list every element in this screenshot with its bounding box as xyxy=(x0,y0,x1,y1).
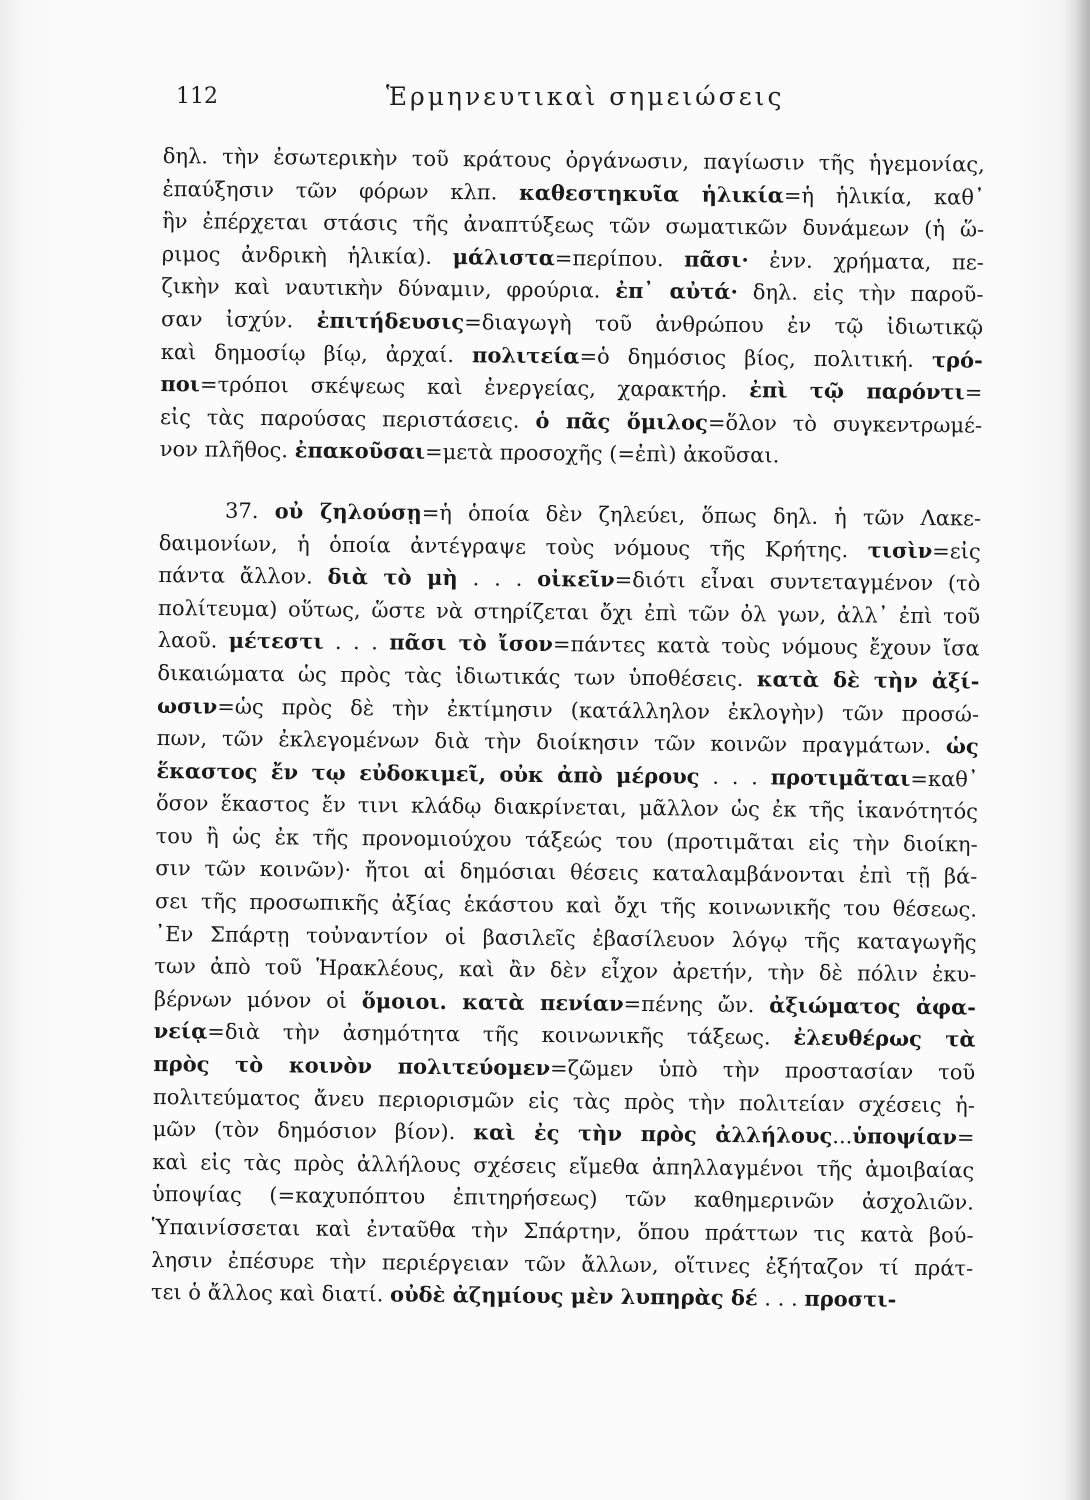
bold-lemma: οἰκεῖν xyxy=(537,566,615,592)
paragraph-notes-continued xyxy=(160,140,985,475)
gloss-text: ζικὴν καὶ ναυτικὴν δύναμιν, φρούρια. xyxy=(161,274,616,304)
gloss-text: . . . xyxy=(757,1286,805,1311)
gloss-text: = xyxy=(956,1125,975,1150)
bold-lemma: προτιμᾶται xyxy=(770,764,911,791)
gloss-text: δηλ. τὴν ἐσωτερικὴν τοῦ κράτους ὀργάνωσιν, παγίωσιν τῆς ἡγεμονίας, xyxy=(162,143,985,177)
body-text xyxy=(151,140,985,1317)
running-title: Ἑρμηνευτικαὶ σημειώσεις xyxy=(386,82,785,111)
gloss-text: ριμος ἀνδρικὴ ἡλικία). xyxy=(161,241,453,269)
bold-lemma: ὁ πᾶς ὅμιλος xyxy=(535,407,709,435)
gloss-text: πολίτευμα) οὕτως, ὥστε νὰ στηρίζεται ὄχι ἐπὶ τῶν ὀλ γων, ἀλλ᾽ ἐπὶ τοῦ xyxy=(157,595,981,629)
gloss-text: . . . xyxy=(323,630,390,655)
bold-lemma: τισὶν xyxy=(867,536,933,563)
bold-lemma: ὅμοιοι. κατὰ πενίαν xyxy=(361,987,624,1016)
gloss-text: νον πλῆθος. xyxy=(159,437,295,463)
gloss-text: =ὡς πρὸς δὲ τὴν ἐκτίμησιν (κατάλληλον ἐκλογὴν) τῶν προσώ- xyxy=(217,694,980,727)
gloss-text: εἰς τὰς παρούσας περιστάσεις. xyxy=(159,404,536,433)
bold-lemma: ἐλευθέρως τὰ xyxy=(793,1025,976,1052)
bold-lemma: μέτεστι xyxy=(228,628,324,655)
bold-lemma: ἀξιώματος ἀφα- xyxy=(769,992,977,1020)
bold-lemma: προστι- xyxy=(804,1285,897,1312)
gloss-text: ... xyxy=(832,1124,853,1149)
gloss-text: =ὅλον τὸ συγκεντρωμέ- xyxy=(707,410,983,438)
gloss-text: πων, τῶν ἐκλεγομένων διὰ τὴν διοίκησιν τῶν κοινῶν πραγμάτων. xyxy=(156,726,947,759)
bold-lemma: πολιτεία xyxy=(471,341,580,368)
gloss-text: . . . xyxy=(699,764,771,790)
gloss-text: καὶ δημοσίῳ βίῳ, ἀρχαί. xyxy=(160,339,473,367)
bold-lemma: οὐ ζηλούσῃ xyxy=(274,498,422,525)
bold-lemma: ἐπ᾽ αὐτά· xyxy=(615,278,738,305)
bold-lemma: καὶ ἐς τὴν πρὸς ἀλλήλους xyxy=(473,1119,833,1149)
paragraph-note-37 xyxy=(151,494,981,1317)
bold-lemma: ἐπὶ τῷ παρόντι xyxy=(749,377,965,405)
bold-lemma: καθεστηκυῖα ἡλικία xyxy=(518,179,785,208)
gloss-text: τει ὁ ἄλλος καὶ διατί. xyxy=(150,1280,391,1307)
gloss-text: των ἀπὸ τοῦ Ἡρακλέους, καὶ ἂν δὲν εἶχον ἀρετήν, τὴν δὲ πόλιν ἐκυ- xyxy=(154,954,977,987)
bold-lemma: διὰ τὸ μὴ xyxy=(327,563,458,591)
gloss-text: =περίπου. xyxy=(554,245,685,272)
gloss-text: =τρόποι σκέψεως καὶ ἐνεργείας, χαρακτήρ. xyxy=(199,372,750,403)
bold-lemma: οὐδὲ ἀζημίους μὲν λυπηρὰς δέ xyxy=(389,1281,758,1311)
page-edge-shadow xyxy=(1064,0,1090,1500)
gloss-text: πολιτεύματος ἄνευ περιορισμῶν εἰς τὰς πρὸς τὴν πολιτείαν σχέσεις ἡ- xyxy=(152,1084,976,1118)
bold-lemma: ἐπιτήδευσις xyxy=(316,307,465,335)
bold-lemma: κατὰ δὲ τὴν ἀξί- xyxy=(756,666,980,694)
gloss-text: =μετὰ προσοχῆς (=ἐπὶ) ἀκοῦσαι. xyxy=(424,440,780,468)
gloss-text: 37. xyxy=(224,498,275,524)
gloss-text: λησιν ἐπέσυρε τὴν περιέργειαν τῶν ἄλλων, οἵτινες ἐξήταζον τί πράτ- xyxy=(151,1247,974,1281)
gloss-text: =διαγωγὴ τοῦ ἀνθρώπου ἐν τῷ ἰδιωτικῷ xyxy=(464,310,984,340)
gloss-text: σαν ἰσχύν. xyxy=(161,306,317,333)
bold-lemma: ποι xyxy=(160,371,201,397)
gloss-text: Ὑπαινίσσεται καὶ ἐνταῦθα τὴν Σπάρτην, ὅπου πράττων τις κατὰ βού- xyxy=(151,1214,974,1248)
page-header xyxy=(176,80,996,120)
bold-lemma: πρὸς τὸ κοινὸν πολιτεύομεν xyxy=(153,1050,551,1081)
page-number: 112 xyxy=(176,84,218,109)
gloss-text: του ἢ ὡς ἐκ τῆς προνομιούχου τάξεώς του (προτιμᾶται εἰς τὴν διοίκη- xyxy=(155,823,978,857)
gloss-text: λαοῦ. xyxy=(157,628,229,654)
gloss-text: . . . xyxy=(457,566,538,592)
bold-lemma: ωσιν xyxy=(156,692,218,719)
gloss-text: δηλ. εἰς τὴν παροῦ- xyxy=(737,280,984,307)
bold-lemma: ὡς xyxy=(945,733,979,759)
gloss-text: =διότι εἶναι συντεταγμένον (τὸ xyxy=(614,567,981,596)
gloss-text: ἐπαύξησιν τῶν φόρων κλπ. xyxy=(162,176,520,205)
gloss-text: =ἡ ὁποία δὲν ζηλεύει, ὅπως δηλ. ἡ τῶν Λακε- xyxy=(421,500,982,531)
gloss-text: δαιμονίων, ἡ ὁποία ἀντέγραψε τοὺς νόμους τῆς Κρήτης. xyxy=(158,530,868,562)
bold-lemma: ὑποψίαν xyxy=(852,1123,958,1150)
gloss-text: ὑποψίας (=καχυπόπτου ἐπιτηρήσεως) τῶν καθημερινῶν ἀσχολιῶν. xyxy=(151,1182,975,1215)
gloss-text: βέρνων μόνον οἱ xyxy=(153,986,362,1013)
bold-lemma: ἐπακοῦσαι xyxy=(294,437,426,465)
gloss-text: σιν τῶν κοινῶν)· ἤτοι αἱ δημόσιαι θέσεις καταλαμβάνονται ἐπὶ τῇ βά- xyxy=(155,856,978,890)
gloss-text: =καθ᾽ xyxy=(910,766,979,792)
bold-lemma: τρό- xyxy=(931,346,983,373)
bold-lemma: ἕκαστος ἔν τῳ εὐδοκιμεῖ, οὐκ ἀπὸ μέρους xyxy=(156,757,700,789)
bold-lemma: πᾶσι· xyxy=(684,246,749,272)
gloss-text: =διὰ τὴν ἀσημότητα τῆς κοινωνικῆς τάξεως. xyxy=(207,1019,794,1051)
gloss-text: δικαιώματα ὡς πρὸς τὰς ἰδιωτικάς των ὑποθέσεις. xyxy=(157,660,757,692)
bold-lemma: νείᾳ xyxy=(153,1018,208,1044)
gloss-text: =ὁ δημόσιος βίος, πολιτική. xyxy=(579,343,933,372)
bold-lemma: μάλιστα xyxy=(452,243,556,270)
gloss-text: σει τῆς προσωπικῆς ἀξίας ἑκάστου καὶ ὄχι τῆς κοινωνικῆς του θέσεως. xyxy=(154,889,978,922)
gloss-text: καὶ εἰς τὰς πρὸς ἀλλήλους σχέσεις εἴμεθα ἀπηλλαγμένοι τῆς ἀμοιβαίας xyxy=(152,1149,975,1183)
gloss-text: =εἰς xyxy=(932,538,981,564)
gloss-text: ἣν ἐπέρχεται στάσις τῆς ἀναπτύξεως τῶν σωματικῶν δυνάμεων (ἡ ὥ- xyxy=(162,209,985,242)
gloss-text: =πάντες κατὰ τοὺς νόμους ἔχουν ἴσα xyxy=(552,632,980,661)
gloss-text: ᾽Εν Σπάρτῃ τοὐναντίον οἱ βασιλεῖς ἐβασίλευον λόγῳ τῆς καταγωγῆς xyxy=(154,921,977,955)
gloss-text: = xyxy=(964,380,983,405)
gloss-text: μῶν (τὸν δημόσιον βίον). xyxy=(152,1117,474,1145)
gloss-text: πάντα ἄλλον. xyxy=(158,563,328,589)
gloss-text: ὅσον ἕκαστος ἔν τινι κλάδῳ διακρίνεται, μᾶλλον ὡς ἐκ τῆς ἱκανότητός xyxy=(155,791,979,824)
gloss-text: =πένης ὤν. xyxy=(623,991,770,1018)
gloss-text: ἐνν. χρήματα, πε- xyxy=(748,247,984,275)
gloss-text: =ζῶμεν ὑπὸ τὴν προστασίαν τοῦ xyxy=(549,1056,976,1085)
bold-lemma: πᾶσι τὸ ἴσον xyxy=(389,629,554,657)
gloss-text: =ἡ ἡλικία, καθ᾽ xyxy=(783,183,985,210)
